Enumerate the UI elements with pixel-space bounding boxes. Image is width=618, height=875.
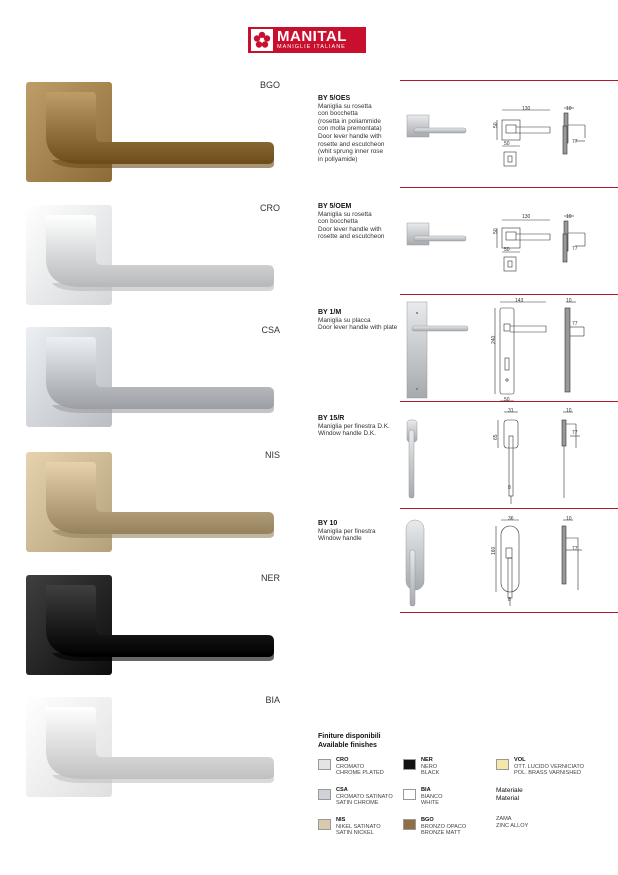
finish-code: CSA <box>336 787 348 793</box>
finish-label-csa <box>336 787 393 807</box>
finish-swatch-bia <box>403 789 416 800</box>
product-desc-line: Door lever handle with plate <box>318 324 398 332</box>
product-desc-line: con molla premontata) <box>318 125 382 133</box>
flower-logo-icon <box>251 29 273 51</box>
finish-name-en: CHROME PLATED <box>336 770 384 777</box>
handle-code-ner: NER <box>260 573 280 583</box>
finish-name-it: BRONZO OPACO <box>421 823 467 830</box>
product-description <box>318 309 400 332</box>
handle-bgo <box>22 80 284 190</box>
dimension-label: 10 <box>566 106 572 112</box>
product-desc-line: Door lever handle with <box>318 225 382 233</box>
finish-name-it: NIKEL SATINATO <box>336 823 381 830</box>
handle-csa <box>22 325 284 435</box>
finish-code: NER <box>421 757 433 763</box>
dimension-label: 240 <box>491 335 497 344</box>
finish-name-it: BIANCO <box>421 793 443 800</box>
finish-name-en: WHITE <box>421 800 440 807</box>
product-description <box>318 415 400 438</box>
dimension-label: 77 <box>572 546 578 552</box>
handle-code-cro: CRO <box>260 203 280 213</box>
product-description <box>318 95 400 163</box>
finish-name-en: SATIN CHROME <box>336 800 379 807</box>
dimension-label: 77 <box>572 321 578 327</box>
dimension-label: 77 <box>572 246 578 252</box>
material-it: ZAMA <box>496 816 512 822</box>
dimension-label: 10 <box>566 214 572 220</box>
product-technical-drawings <box>400 80 618 615</box>
finish-swatch-csa <box>318 789 331 800</box>
product-photo-by10 <box>406 520 424 606</box>
finish-name-it: CROMATO <box>336 763 365 770</box>
finish-label-bgo <box>421 817 466 837</box>
product-desc-line: con bocchetta <box>318 110 358 118</box>
handle-bia <box>22 695 284 805</box>
product-desc-line: Maniglia per finestra <box>318 527 376 535</box>
brand-name: MANITAL <box>277 28 347 46</box>
dimension-label: 65 <box>493 434 499 440</box>
material-title-it: Materiale <box>496 787 523 794</box>
product-description <box>318 203 400 241</box>
finish-label-ner <box>421 757 439 777</box>
material-title-en: Material <box>496 795 520 802</box>
finish-swatch-ner <box>403 759 416 770</box>
finish-name-it: OTT. LUCIDO VERNICIATO <box>514 763 585 770</box>
product-photo-by5oes <box>407 115 466 137</box>
product-photo-by15r <box>407 420 417 498</box>
material-title <box>496 787 523 803</box>
finish-swatch-bgo <box>403 819 416 830</box>
product-model: BY 1/M <box>318 309 342 316</box>
product-desc-line: con bocchetta <box>318 218 358 226</box>
finishes-title-it: Finiture disponibili <box>318 733 381 740</box>
finish-swatch-cro <box>318 759 331 770</box>
handle-ner <box>22 573 284 683</box>
handle-code-bgo: BGO <box>259 80 280 90</box>
finish-code: BIA <box>421 787 431 793</box>
finish-name-en: SATIN NICKEL <box>336 830 374 837</box>
product-desc-line: Maniglia su rosetta <box>318 210 372 218</box>
drawing-by1m <box>495 302 584 401</box>
product-description <box>318 520 400 543</box>
dimension-label: 160 <box>491 546 497 555</box>
product-desc-line: in pollyamide) <box>318 155 358 163</box>
drawing-by10 <box>496 520 582 606</box>
brand-logo <box>248 27 366 53</box>
material-en: ZINC ALLOY <box>496 822 529 829</box>
handle-cro <box>22 203 284 313</box>
finish-name-it: CROMATO SATINATO <box>336 793 393 800</box>
material-value <box>496 816 528 829</box>
product-desc-line: Window handle <box>318 535 362 543</box>
product-model: BY 15/R <box>318 415 345 422</box>
finish-swatch-nis <box>318 819 331 830</box>
product-desc-line: (rosetta in poliammide <box>318 117 381 125</box>
dimension-label: 10 <box>566 298 572 304</box>
dimension-label: 50 <box>504 247 510 253</box>
handle-code-csa: CSA <box>261 325 280 335</box>
finish-code: NIS <box>336 817 346 823</box>
handle-code-bia: BIA <box>265 695 280 705</box>
product-model: BY 5/OEM <box>318 203 352 210</box>
finish-label-bia <box>421 787 442 807</box>
product-desc-line: (whit sprung inner rose <box>318 148 384 156</box>
finish-label-cro <box>336 757 384 777</box>
dimension-label: 10 <box>566 516 572 522</box>
finish-name-en: POL. BRASS VARNISHED <box>514 770 582 777</box>
drawing-by5oes <box>497 108 585 166</box>
product-desc-line: Maniglia su rosetta <box>318 102 372 110</box>
dimension-label: 36 <box>508 516 514 522</box>
product-photo-by5oem <box>407 223 466 245</box>
dimension-label: 50 <box>493 228 499 234</box>
finish-code: VOL <box>514 757 526 763</box>
dimension-label: 8 <box>508 597 511 603</box>
finish-code: CRO <box>336 757 349 763</box>
finishes-title <box>318 733 381 750</box>
dimension-label: 50 <box>504 397 510 403</box>
finish-name-it: NERO <box>421 763 438 770</box>
finish-label-vol <box>514 757 584 777</box>
dimension-label: 77 <box>572 139 578 145</box>
dimension-label: 8 <box>508 485 511 491</box>
finishes-title-en: Available finishes <box>318 741 377 749</box>
finish-label-nis <box>336 817 381 837</box>
product-desc-line: Maniglia per finestra D.K. <box>318 422 390 430</box>
dimension-label: 143 <box>515 298 524 304</box>
product-model: BY 5/OES <box>318 95 351 102</box>
product-desc-line: Maniglia su placca <box>318 316 371 324</box>
product-desc-line: Door lever handle with <box>318 132 382 140</box>
drawing-by5oem <box>497 216 585 271</box>
finish-name-en: BRONZE MATT <box>421 830 461 837</box>
product-desc-line: Window handle D.K. <box>318 430 376 438</box>
finish-name-en: BLACK <box>421 770 440 777</box>
dimension-label: 130 <box>522 106 531 112</box>
dimension-label: 77 <box>572 430 578 436</box>
brand-tagline: MANIGLIE ITALIANE <box>277 44 346 51</box>
finish-swatch-vol <box>496 759 509 770</box>
finish-code: BGO <box>421 817 434 823</box>
product-photo-by1m <box>407 302 468 398</box>
dimension-label: 10 <box>566 408 572 414</box>
dimension-label: 130 <box>522 214 531 220</box>
product-desc-line: rosette and escutcheon <box>318 140 385 148</box>
dimension-label: 50 <box>504 141 510 147</box>
product-model: BY 10 <box>318 520 338 527</box>
product-desc-line: rosette and escutcheon <box>318 233 385 241</box>
handle-nis <box>22 450 284 560</box>
dimension-label: 50 <box>493 122 499 128</box>
dimension-label: 31 <box>508 408 514 414</box>
handle-code-nis: NIS <box>264 450 280 460</box>
